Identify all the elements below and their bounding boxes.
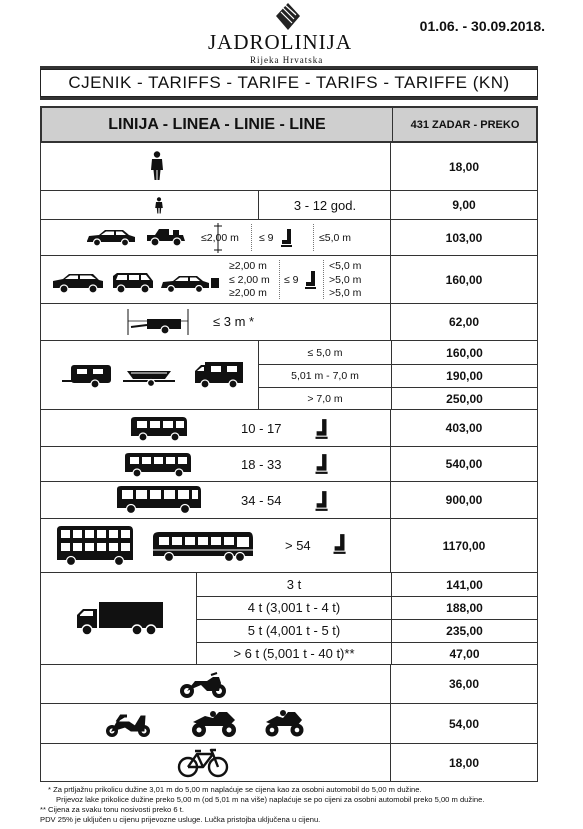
truck-tier-2-label: 4 t (3,001 t - 4 t) xyxy=(247,600,341,615)
car-icon xyxy=(85,229,137,247)
large-car-length-2: >5,0 m xyxy=(329,273,362,286)
car-height-limit: ≤2,00 m xyxy=(201,232,239,244)
bicycle-icon xyxy=(177,748,229,778)
table-row-adult xyxy=(40,143,538,191)
trailer-icon xyxy=(125,309,191,337)
camper-icon xyxy=(193,361,245,389)
table-row-car xyxy=(40,220,538,256)
caravan-tier-3-label: > 7,0 m xyxy=(307,392,343,405)
bus-small-icon xyxy=(123,452,193,478)
truck-tier-3-label: 5 t (4,001 t - 5 t) xyxy=(247,623,341,638)
footnote-2: Prijevoz lake prikolice dužine preko 5,00 m (od 5,01 m na više) naplaćuje se po cijeni za osobni automobil preko 5,00 m dužine. xyxy=(56,795,485,804)
bus-medium-seats-label: 34 - 54 xyxy=(241,493,282,508)
minibus-icon xyxy=(129,416,189,442)
large-car-length-1: <5,0 m xyxy=(329,260,362,272)
table-row-large-car xyxy=(40,256,538,304)
motorcycle-icon xyxy=(177,671,229,699)
table-header xyxy=(40,106,538,143)
table-row-minibus xyxy=(40,410,538,447)
bus-small-seats-label: 18 - 33 xyxy=(241,457,282,472)
price-caravan-tier-3: 250,00 xyxy=(446,391,483,406)
large-car-height-1: ≥2,00 m xyxy=(229,260,267,272)
large-car-heights xyxy=(229,260,270,301)
caravan-icon xyxy=(61,363,113,389)
price-truck-tier-4: 47,00 xyxy=(449,646,480,661)
validity-dates: 01.06. - 30.09.2018. xyxy=(419,18,545,34)
jeep-icon xyxy=(145,227,187,247)
table-row-bicycle xyxy=(40,744,538,782)
table-row-child xyxy=(40,191,538,220)
footnote-3: ** Cijena za svaku tonu nosivosti preko 6 t. xyxy=(40,805,184,814)
price-adult: 18,00 xyxy=(390,143,537,190)
truck-icon xyxy=(75,601,165,637)
double-decker-bus-icon xyxy=(55,525,135,567)
child-age-label: 3 - 12 god. xyxy=(293,197,357,213)
footnote-4: PDV 25% je uključen u cijenu prijevozne usluge. Lučka pristojba uključena u cijenu. xyxy=(40,815,321,824)
large-car-length-3: >5,0 m xyxy=(329,287,362,299)
car-seat-limit: ≤ 9 xyxy=(259,232,274,244)
price-caravan-tier-1: 160,00 xyxy=(446,345,483,360)
car-with-trailer-icon xyxy=(159,274,221,294)
table-row-bus-medium xyxy=(40,482,538,519)
large-car-seat-limit: ≤ 9 xyxy=(284,274,299,286)
large-car-lengths xyxy=(329,260,361,301)
seat-icon xyxy=(279,228,293,248)
price-bus-small: 540,00 xyxy=(390,447,537,481)
bus-large-seats-label: > 54 xyxy=(285,538,311,553)
price-truck-tier-1: 141,00 xyxy=(446,577,483,592)
suv-icon xyxy=(51,272,105,294)
bus-medium-icon xyxy=(115,485,203,515)
truck-tier-4-label: > 6 t (5,001 t - 40 t)** xyxy=(233,646,355,661)
seat-icon xyxy=(313,418,329,440)
price-car: 103,00 xyxy=(390,220,537,255)
jadrolinija-logo-icon xyxy=(275,2,301,32)
price-trailer: 62,00 xyxy=(390,304,537,340)
price-motorcycle: 36,00 xyxy=(390,665,537,703)
seat-icon xyxy=(313,490,329,512)
truck-tier-1-label: 3 t xyxy=(286,577,302,592)
seat-icon xyxy=(303,270,317,290)
price-truck-tier-3: 235,00 xyxy=(446,623,483,638)
footnote-1: * Za prtljažnu prikolicu dužine 3,01 m do 5,00 m naplaćuje se cijena kao za osobni automobil do 5,00 m dužine. xyxy=(48,785,422,794)
large-car-height-2: ≤ 2,00 m xyxy=(229,273,270,286)
price-truck-tier-2: 188,00 xyxy=(446,600,483,615)
table-row-motorcycle xyxy=(40,665,538,704)
table-row-trailer xyxy=(40,304,538,341)
trailer-length-label: ≤ 3 m * xyxy=(213,314,255,329)
quad-small-icon xyxy=(263,708,305,738)
price-minibus: 403,00 xyxy=(390,410,537,446)
price-large-car: 160,00 xyxy=(390,256,537,303)
boat-trailer-icon xyxy=(121,367,177,387)
car-length-limit: ≤5,0 m xyxy=(319,232,352,244)
price-bus-large: 1170,00 xyxy=(390,519,537,572)
footnotes xyxy=(40,785,560,825)
price-caravan-tier-2: 190,00 xyxy=(446,368,483,383)
caravan-tier-1-label: ≤ 5,0 m xyxy=(307,346,343,359)
minibus-seats-label: 10 - 17 xyxy=(241,421,282,436)
brand-subtitle: Rijeka Hrvatska xyxy=(250,55,324,65)
quad-icon xyxy=(189,708,239,738)
table-row-bus-large xyxy=(40,519,538,573)
table-row-atv xyxy=(40,704,538,744)
tariff-banner: CJENIK - TARIFFS - TARIFE - TARIFS - TARIFFE (KN) xyxy=(40,69,538,97)
caravan-tier-2-label: 5,01 m - 7,0 m xyxy=(291,369,359,382)
van-icon xyxy=(111,272,155,294)
price-bus-medium: 900,00 xyxy=(390,482,537,518)
scooter-icon xyxy=(103,710,153,738)
table-row-truck xyxy=(40,573,538,665)
col-route-header: 431 ZADAR - PREKO xyxy=(392,108,537,141)
adult-person-icon xyxy=(149,151,165,181)
large-car-height-3: ≥2,00 m xyxy=(229,287,267,299)
child-person-icon xyxy=(154,197,164,214)
brand-name: JADROLINIJA xyxy=(208,30,352,54)
seat-icon xyxy=(331,533,347,555)
price-atv: 54,00 xyxy=(390,704,537,743)
table-row-bus-small xyxy=(40,447,538,482)
price-child: 9,00 xyxy=(390,191,537,219)
table-row-caravan xyxy=(40,341,538,410)
price-bicycle: 18,00 xyxy=(390,744,537,781)
col-line-header: LINIJA - LINEA - LINIE - LINE xyxy=(108,115,326,133)
coach-bus-icon xyxy=(151,531,255,563)
seat-icon xyxy=(313,453,329,475)
